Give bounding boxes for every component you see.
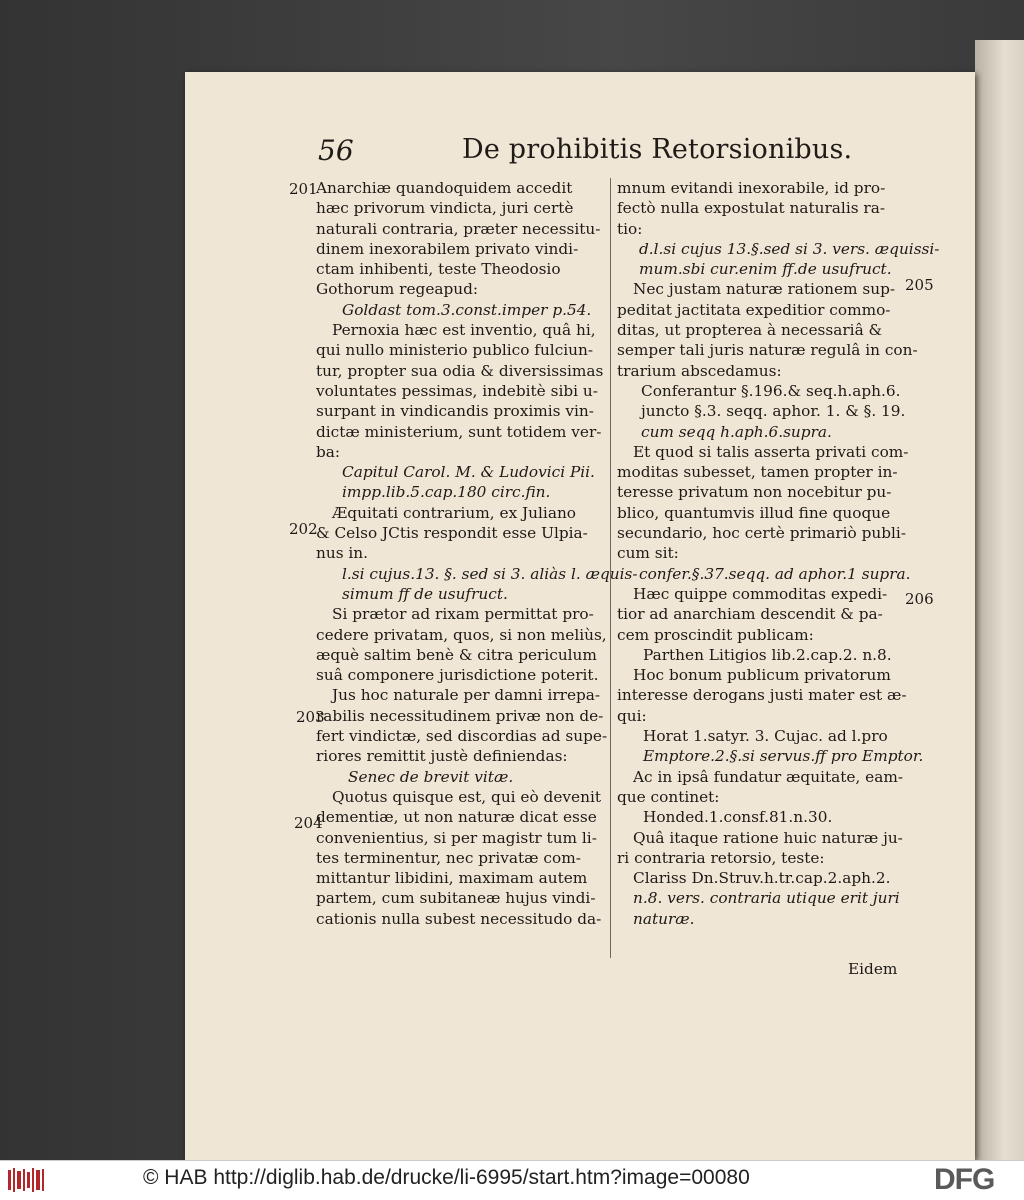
text-line: Quâ itaque ratione huic naturæ ju- <box>633 828 903 847</box>
text-line: teresse privatum non nocebitur pu- <box>617 483 892 502</box>
text-line: Gothorum regeapud: <box>316 280 479 299</box>
citation-line: simum ff de usufruct. <box>342 584 508 603</box>
text-line: secundario, hoc certè primariò publi- <box>617 524 906 543</box>
text-line: ba: <box>316 442 341 461</box>
text-line: Æquitati contrarium, ex Juliano <box>332 503 577 522</box>
text-line: fectò nulla expostulat naturalis ra- <box>617 199 886 218</box>
text-line: Jus hoc naturale per damni irrepa- <box>332 686 601 705</box>
citation-line: Honded.1.consf.81.n.30. <box>643 808 833 827</box>
citation-line: Goldast tom.3.const.imper p.54. <box>342 300 592 319</box>
page-number: 56 <box>318 134 354 167</box>
left-text-column <box>316 178 638 929</box>
citation-line: Clariss Dn.Struv.h.tr.cap.2.aph.2. <box>633 869 891 888</box>
copyright-link[interactable]: © HAB http://diglib.hab.de/drucke/li-6995/start.htm?image=00080 <box>143 1166 750 1189</box>
text-line: semper tali juris naturæ regulâ in con- <box>617 341 918 360</box>
margin-number-202: 202 <box>289 520 318 538</box>
text-line: æquè saltim benè & citra periculum <box>316 645 597 664</box>
citation-line: Conferantur §.196.& seq.h.aph.6. <box>641 381 901 400</box>
dfg-logo: DFG <box>934 1163 995 1196</box>
text-line: ctam inhibenti, teste Theodosio <box>316 260 561 279</box>
text-line: nus in. <box>316 544 369 563</box>
text-line: & Celso JCtis respondit esse Ulpia- <box>316 524 588 543</box>
margin-number-204: 204 <box>294 814 323 832</box>
text-line: tes terminentur, nec privatæ com- <box>316 848 581 867</box>
text-line: interesse derogans justi mater est æ- <box>617 686 907 705</box>
text-line: qui: <box>617 706 647 725</box>
text-line: dinem inexorabilem privato vindi- <box>316 239 579 258</box>
citation-line: impp.lib.5.cap.180 circ.fin. <box>342 483 551 502</box>
text-line: Pernoxia hæc est inventio, quâ hi, <box>332 321 596 340</box>
margin-number-201: 201 <box>289 180 318 198</box>
margin-number-206: 206 <box>905 590 934 608</box>
citation-line: cum seqq h.aph.6.supra. <box>641 422 832 441</box>
citation-line: Parthen Litigios lib.2.cap.2. n.8. <box>643 645 892 664</box>
text-line: Ac in ipsâ fundatur æquitate, eam- <box>633 767 904 786</box>
text-line: naturali contraria, præter necessitu- <box>316 219 601 238</box>
text-line: fert vindictæ, sed discordias ad supe- <box>316 727 608 746</box>
text-line: cationis nulla subest necessitudo da- <box>316 909 602 928</box>
text-line: qui nullo ministerio publico fulciun- <box>316 341 594 360</box>
margin-number-203: 203 <box>296 708 325 726</box>
catchword: Eidem <box>848 960 898 978</box>
citation-line: Capitul Carol. M. & Ludovici Pii. <box>342 463 595 482</box>
text-line: mnum evitandi inexorabile, id pro- <box>617 179 886 197</box>
text-line: cum sit: <box>617 544 679 563</box>
text-line: cem proscindit publicam: <box>617 625 814 644</box>
citation-line: naturæ. <box>633 909 695 928</box>
text-line: ditas, ut propterea à necessariâ & <box>617 321 883 340</box>
text-line: ri contraria retorsio, teste: <box>617 848 825 867</box>
citation-line: Senec de brevit vitæ. <box>348 767 514 786</box>
text-line: partem, cum subitaneæ hujus vindi- <box>316 889 596 908</box>
text-line: blico, quantumvis illud fine quoque <box>617 503 891 522</box>
citation-line: confer.§.37.seqq. ad aphor.1 supra. <box>639 564 911 583</box>
text-line: Anarchiæ quandoquidem accedit <box>316 179 573 197</box>
text-line: Nec justam naturæ rationem sup- <box>633 280 896 299</box>
text-line: suâ componere jurisdictione poterit. <box>316 666 599 685</box>
text-line: tur, propter sua odia & diversissimas <box>316 361 604 380</box>
text-line: riores remittit justè definiendas: <box>316 747 568 766</box>
text-line: convenientius, si per magistr tum li- <box>316 828 597 847</box>
text-line: peditat jactitata expeditior commo- <box>617 300 891 319</box>
text-line: trarium abscedamus: <box>617 361 782 380</box>
citation-line: mum.sbi cur.enim ff.de usufruct. <box>639 260 892 279</box>
text-line: Si prætor ad rixam permittat pro- <box>332 605 594 624</box>
text-line: dictæ ministerium, sunt totidem ver- <box>316 422 602 441</box>
text-line: mittantur libidini, maximam autem <box>316 869 588 888</box>
text-line: surpant in vindicandis proximis vin- <box>316 402 594 421</box>
text-line: rabilis necessitudinem privæ non de- <box>316 706 604 725</box>
text-line: moditas subesset, tamen propter in- <box>617 463 898 482</box>
citation-line: juncto §.3. seqq. aphor. 1. & §. 19. <box>641 402 906 421</box>
text-line: tio: <box>617 219 643 238</box>
text-line: Quotus quisque est, qui eò devenit <box>332 787 601 806</box>
citation-line: Emptore.2.§.si servus.ff pro Emptor. <box>643 747 924 766</box>
page-title: De prohibitis Retorsionibus. <box>462 134 853 165</box>
text-line: Et quod si talis asserta privati com- <box>633 442 909 461</box>
text-line: Hoc bonum publicum privatorum <box>633 666 891 685</box>
text-line: que continet: <box>617 787 720 806</box>
text-line: hæc privorum vindicta, juri certè <box>316 199 574 218</box>
citation-line: d.l.si cujus 13.§.sed si 3. vers. æquissi- <box>639 239 940 258</box>
text-line: tior ad anarchiam descendit & pa- <box>617 605 883 624</box>
citation-line: n.8. vers. contraria utique erit juri <box>633 889 900 908</box>
margin-number-205: 205 <box>905 276 934 294</box>
citation-line: Horat 1.satyr. 3. Cujac. ad l.pro <box>643 727 888 746</box>
adjacent-page-edge <box>975 40 1024 1160</box>
text-line: cedere privatam, quos, si non meliùs, <box>316 625 607 644</box>
text-line: dementiæ, ut non naturæ dicat esse <box>316 808 597 827</box>
hab-barcode-logo-icon <box>6 1167 46 1193</box>
text-line: voluntates pessimas, indebitè sibi u- <box>316 381 598 400</box>
citation-line: l.si cujus.13. §. sed si 3. aliàs l. æquis- <box>342 564 638 583</box>
text-line: Hæc quippe commoditas expedi- <box>633 584 888 603</box>
